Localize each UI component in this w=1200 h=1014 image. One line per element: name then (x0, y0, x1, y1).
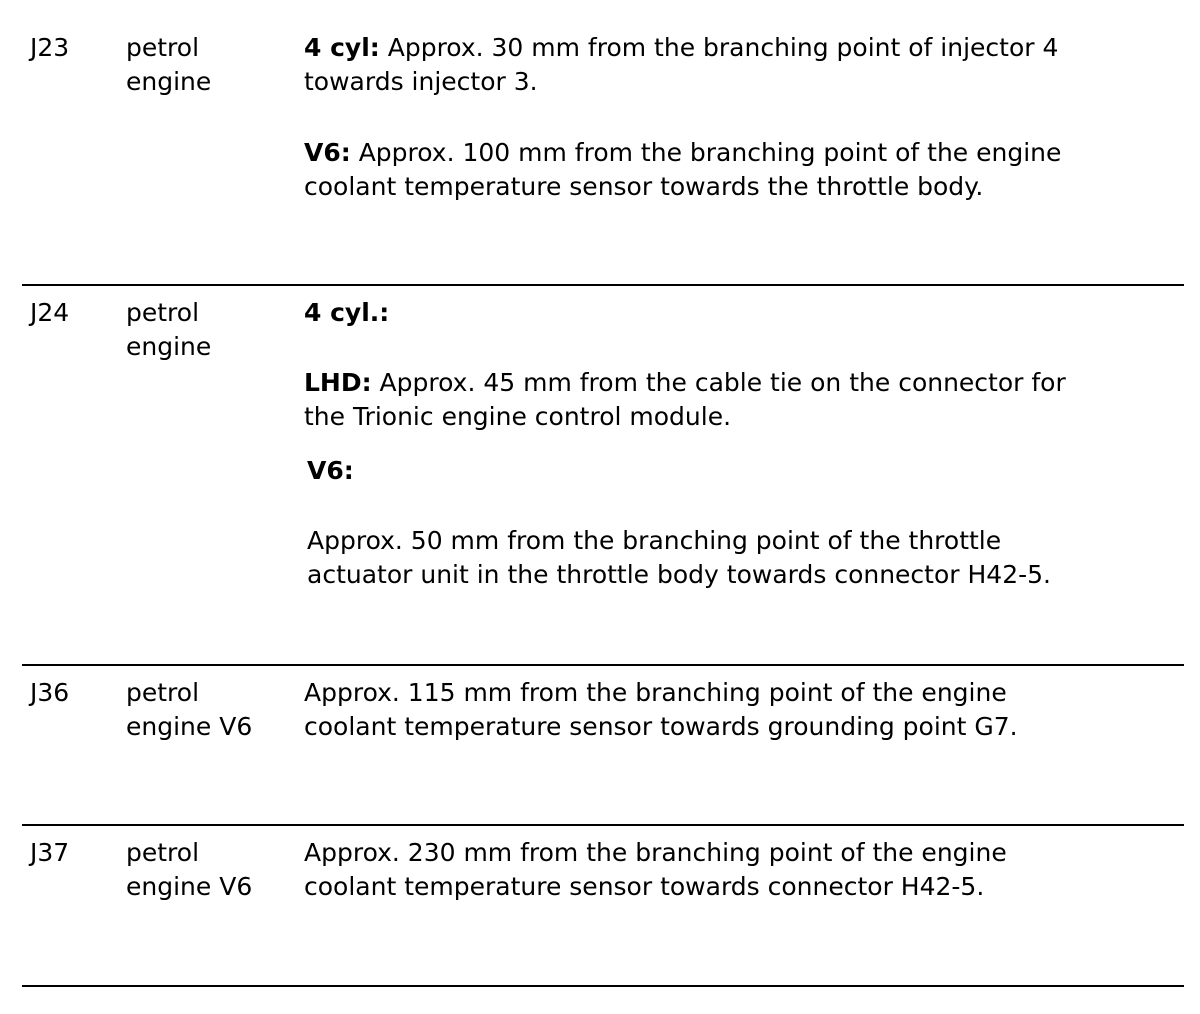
description-paragraph (307, 524, 1184, 592)
engine-type (126, 676, 286, 744)
engine-type (126, 836, 286, 904)
row-divider (22, 985, 1184, 987)
description-line: coolant temperature sensor towards grounding point G7. (304, 712, 1018, 741)
description-line: coolant temperature sensor towards the throttle body. (304, 172, 984, 201)
description-line: the Trionic engine control module. (304, 402, 732, 431)
engine-type-line: petrol (126, 298, 200, 327)
row-divider (22, 664, 1184, 666)
row-divider (22, 284, 1184, 286)
engine-type (126, 296, 286, 364)
description-line: coolant temperature sensor towards connector H42-5. (304, 872, 985, 901)
description-line (304, 31, 1184, 65)
variant-label: V6: (307, 456, 354, 485)
description-line: Approx. 230 mm from the branching point of the engine (304, 838, 1007, 867)
description-paragraph (304, 296, 1184, 330)
engine-type (126, 31, 286, 99)
component-code: J37 (30, 838, 70, 867)
variant-label: V6: (304, 138, 351, 167)
engine-type-line: petrol (126, 838, 200, 867)
description-line: Approx. 115 mm from the branching point of the engine (304, 678, 1007, 707)
location-description (304, 296, 1184, 592)
engine-type-line: engine (126, 332, 212, 361)
description-line: actuator unit in the throttle body towards connector H42-5. (307, 560, 1051, 589)
component-code: J23 (30, 33, 70, 62)
component-code: J24 (30, 298, 70, 327)
engine-type-line: engine V6 (126, 712, 253, 741)
description-text: Approx. 100 mm from the branching point of the engine (350, 138, 1062, 167)
description-text: Approx. 30 mm from the branching point of injector 4 (379, 33, 1059, 62)
description-paragraph (304, 836, 1184, 904)
location-description (304, 31, 1184, 204)
description-line (304, 366, 1184, 400)
description-paragraph (304, 676, 1184, 744)
engine-type-line: petrol (126, 33, 200, 62)
engine-type-line: engine (126, 67, 212, 96)
description-text: Approx. 45 mm from the cable tie on the connector for (371, 368, 1066, 397)
variant-label: 4 cyl.: (304, 298, 390, 327)
component-code: J36 (30, 678, 70, 707)
description-paragraph (307, 454, 1184, 488)
description-paragraph (304, 136, 1184, 204)
variant-label: 4 cyl: (304, 33, 380, 62)
description-line: towards injector 3. (304, 67, 538, 96)
description-line (304, 136, 1184, 170)
location-description (304, 836, 1184, 904)
engine-type-line: petrol (126, 678, 200, 707)
engine-type-line: engine V6 (126, 872, 253, 901)
description-line: Approx. 50 mm from the branching point of the throttle (307, 526, 1002, 555)
description-paragraph (304, 366, 1184, 434)
variant-label: LHD: (304, 368, 372, 397)
description-paragraph (304, 31, 1184, 99)
location-description (304, 676, 1184, 744)
row-divider (22, 824, 1184, 826)
